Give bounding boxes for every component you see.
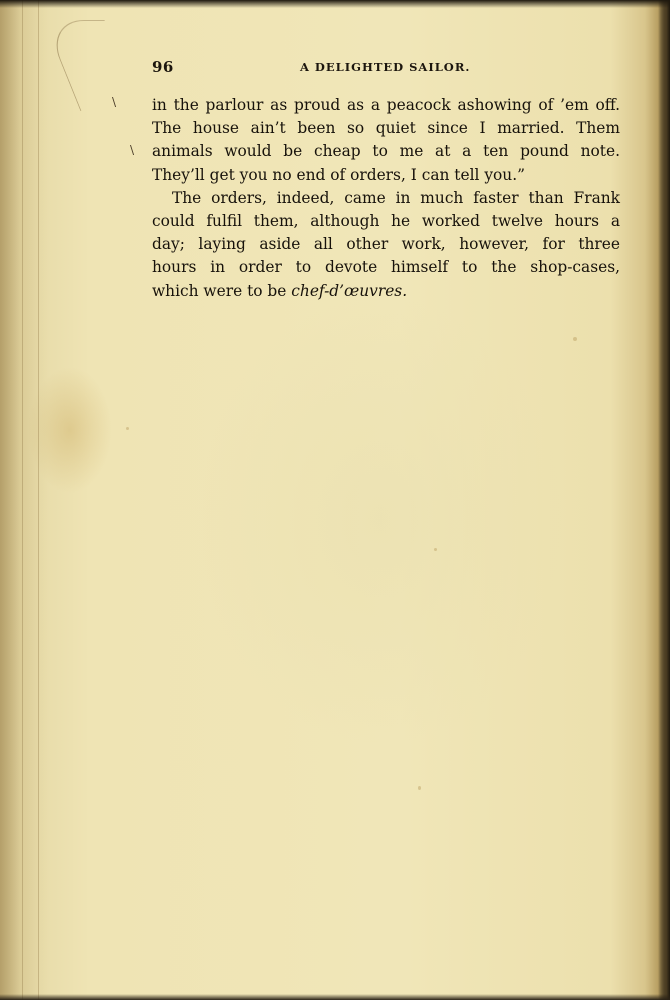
page-number: 96 (152, 58, 174, 76)
running-head (152, 58, 622, 80)
top-page-edge (0, 0, 670, 8)
binding-gutter-shadow (0, 0, 48, 1000)
text-line: day; laying aside all other work, however, for three (152, 235, 620, 254)
page-edge-line (38, 0, 39, 1000)
text-line: They’ll get you no end of orders, I can tell you.” (152, 165, 525, 184)
text-line-final (152, 280, 620, 303)
foxing-spot (418, 786, 421, 790)
right-page-edge (658, 0, 670, 1000)
text-line: The house ain’t been so quiet since I married. Them (152, 119, 620, 138)
text-fragment: which were to be (152, 281, 292, 300)
margin-tick-mark: \ (130, 143, 135, 157)
running-title: A DELIGHTED SAILOR. (300, 60, 471, 74)
text-line: animals would be cheap to me at a ten pound note. (152, 142, 620, 161)
foxing-spot (434, 548, 437, 551)
text-line: hours in order to devote himself to the shop-cases, (152, 258, 620, 277)
foxing-spot (573, 337, 577, 341)
text-line: in the parlour as proud as a peacock ashowing of ’em off. (152, 96, 620, 114)
body-text (152, 94, 620, 303)
bottom-page-edge (0, 994, 670, 1000)
page-edge-line (22, 0, 23, 1000)
paper-crease (44, 20, 142, 111)
text-line: could fulfil them, although he worked twelve hours a (152, 212, 620, 231)
italic-phrase: chef-d’œuvres. (291, 281, 408, 300)
text-line: The orders, indeed, came in much faster than Frank (172, 188, 620, 207)
margin-tick-mark: \ (112, 95, 117, 109)
foxing-spot (126, 427, 129, 430)
